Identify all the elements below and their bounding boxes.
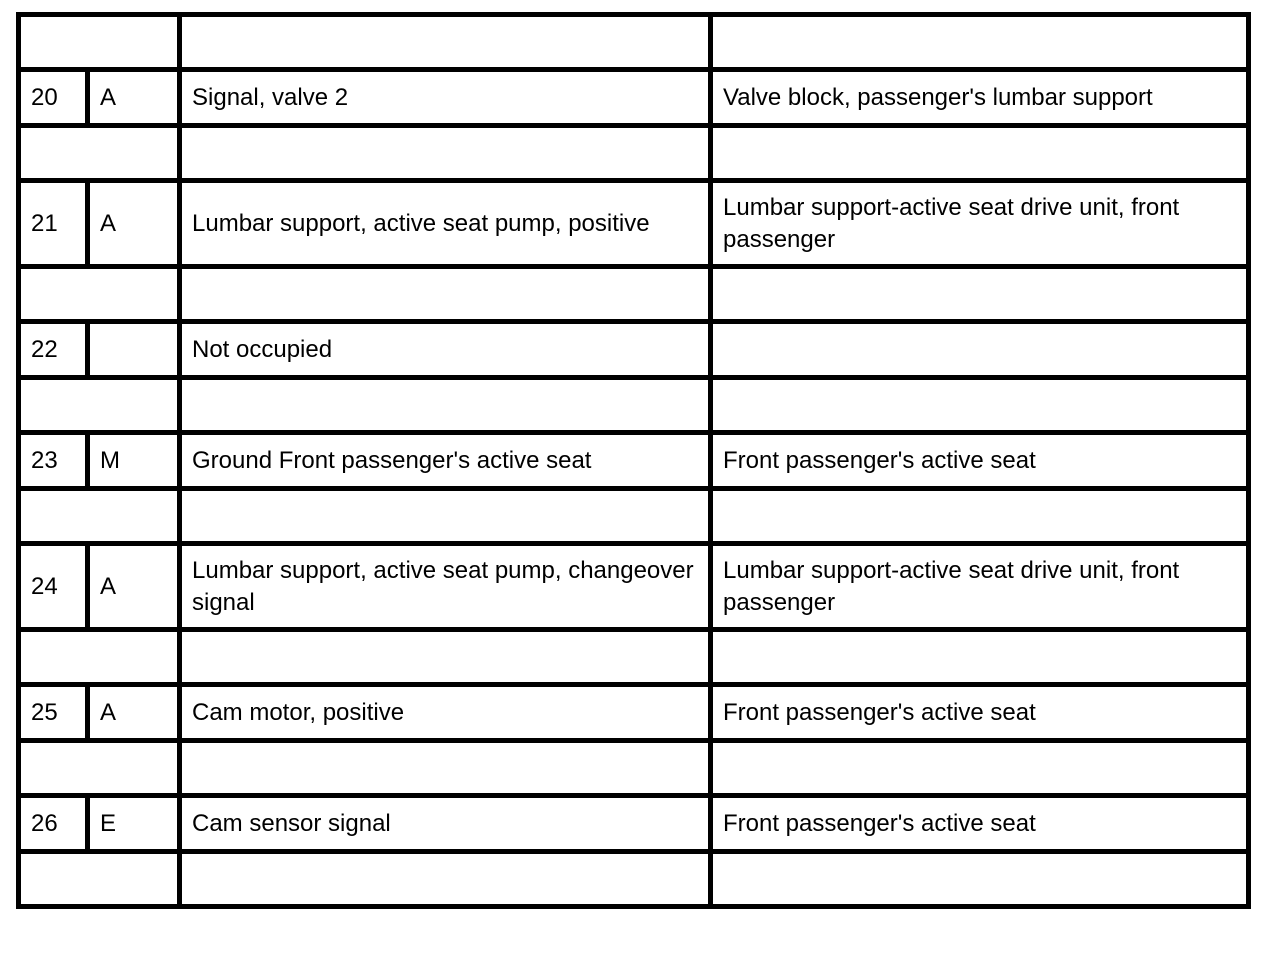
signal-type: E bbox=[88, 796, 180, 852]
signal-type: A bbox=[88, 70, 180, 126]
description-cell bbox=[180, 852, 711, 907]
signal-type: A bbox=[88, 544, 180, 630]
description-cell: Lumbar support, active seat pump, changeover signal bbox=[180, 544, 711, 630]
pin-number: 24 bbox=[19, 544, 88, 630]
component-cell bbox=[711, 322, 1249, 378]
description-cell: Cam sensor signal bbox=[180, 796, 711, 852]
pin-assignment-table bbox=[16, 12, 1251, 909]
pin-cell bbox=[19, 126, 180, 181]
table-row-spacer bbox=[19, 630, 1249, 685]
table-row bbox=[19, 322, 1249, 378]
pin-cell bbox=[19, 630, 180, 685]
description-cell: Signal, valve 2 bbox=[180, 70, 711, 126]
description-cell bbox=[180, 15, 711, 70]
component-cell bbox=[711, 15, 1249, 70]
description-cell: Cam motor, positive bbox=[180, 685, 711, 741]
pin-cell bbox=[19, 489, 180, 544]
description-cell: Ground Front passenger's active seat bbox=[180, 433, 711, 489]
component-cell: Lumbar support-active seat drive unit, front passenger bbox=[711, 181, 1249, 267]
pin-cell bbox=[19, 741, 180, 796]
table-row bbox=[19, 796, 1249, 852]
pin-cell bbox=[19, 378, 180, 433]
pin-number: 23 bbox=[19, 433, 88, 489]
component-cell bbox=[711, 741, 1249, 796]
table-row bbox=[19, 70, 1249, 126]
pin-cell bbox=[19, 852, 180, 907]
pin-number: 20 bbox=[19, 70, 88, 126]
component-cell bbox=[711, 852, 1249, 907]
table-row-spacer bbox=[19, 852, 1249, 907]
table-row-spacer bbox=[19, 378, 1249, 433]
table-row-spacer bbox=[19, 15, 1249, 70]
signal-type: A bbox=[88, 181, 180, 267]
signal-type: A bbox=[88, 685, 180, 741]
component-cell bbox=[711, 267, 1249, 322]
component-cell: Valve block, passenger's lumbar support bbox=[711, 70, 1249, 126]
component-cell: Front passenger's active seat bbox=[711, 685, 1249, 741]
description-cell: Not occupied bbox=[180, 322, 711, 378]
component-cell: Front passenger's active seat bbox=[711, 433, 1249, 489]
pin-number: 21 bbox=[19, 181, 88, 267]
pin-cell bbox=[19, 15, 180, 70]
table-row bbox=[19, 433, 1249, 489]
table-row-spacer bbox=[19, 741, 1249, 796]
description-cell bbox=[180, 741, 711, 796]
component-cell bbox=[711, 630, 1249, 685]
component-cell: Front passenger's active seat bbox=[711, 796, 1249, 852]
description-cell: Lumbar support, active seat pump, positive bbox=[180, 181, 711, 267]
pin-number: 22 bbox=[19, 322, 88, 378]
pin-cell bbox=[19, 267, 180, 322]
component-cell: Lumbar support-active seat drive unit, front passenger bbox=[711, 544, 1249, 630]
component-cell bbox=[711, 489, 1249, 544]
description-cell bbox=[180, 378, 711, 433]
table-row-spacer bbox=[19, 126, 1249, 181]
description-cell bbox=[180, 126, 711, 181]
table-row-spacer bbox=[19, 489, 1249, 544]
pin-number: 25 bbox=[19, 685, 88, 741]
signal-type: M bbox=[88, 433, 180, 489]
table-row bbox=[19, 181, 1249, 267]
description-cell bbox=[180, 267, 711, 322]
table-row bbox=[19, 544, 1249, 630]
description-cell bbox=[180, 489, 711, 544]
table-row-spacer bbox=[19, 267, 1249, 322]
pin-number: 26 bbox=[19, 796, 88, 852]
description-cell bbox=[180, 630, 711, 685]
table-row bbox=[19, 685, 1249, 741]
signal-type bbox=[88, 322, 180, 378]
component-cell bbox=[711, 378, 1249, 433]
component-cell bbox=[711, 126, 1249, 181]
